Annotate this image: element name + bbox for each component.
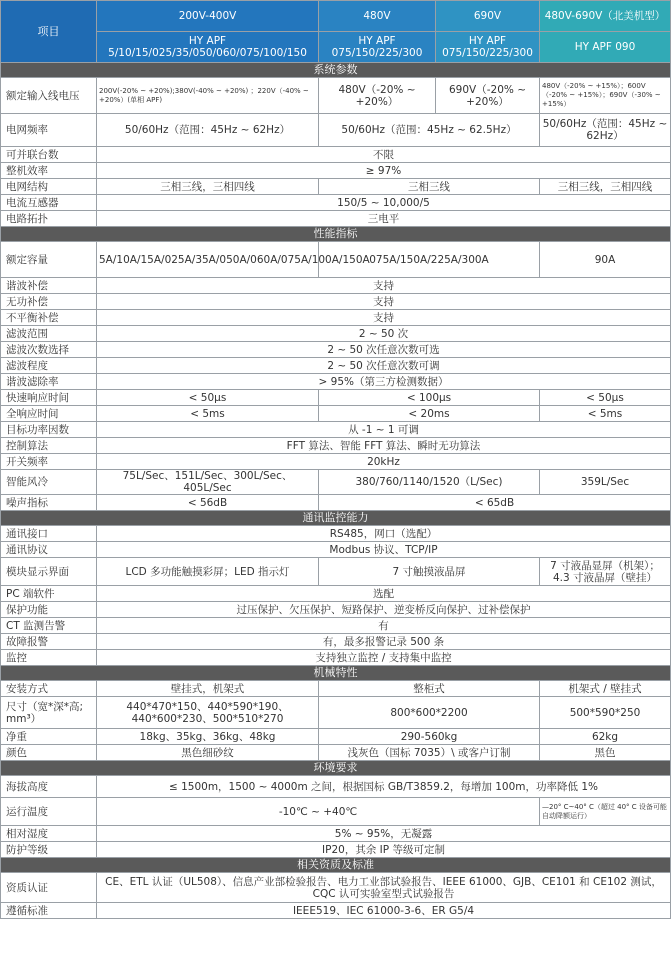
cell-value: < 5ms xyxy=(540,406,671,422)
cell-value: 200V(-20% ~ +20%);380V(-40% ~ +20%) ；220V（-40% ~ +20%）(单相 APF) xyxy=(97,78,319,114)
row-label: 防护等级 xyxy=(1,842,97,858)
cell-value: < 50μs xyxy=(97,390,319,406)
row-label: 开关频率 xyxy=(1,454,97,470)
cell-value: < 50μs xyxy=(540,390,671,406)
cell-value: 50/60Hz（范围：45Hz ~ 62Hz） xyxy=(540,114,671,147)
cell-value: 整柜式 xyxy=(319,681,540,697)
row-label: 故障报警 xyxy=(1,634,97,650)
row-label: 不平衡补偿 xyxy=(1,310,97,326)
cell-value: < 65dB xyxy=(319,495,671,511)
cell-value: 7 寸液晶显屏（机架）；4.3 寸液晶屏（壁挂） xyxy=(540,558,671,586)
cell-value: < 20ms xyxy=(319,406,540,422)
row-label: 资质认证 xyxy=(1,873,97,903)
row-label: 整机效率 xyxy=(1,163,97,179)
row-label: 海拔高度 xyxy=(1,776,97,798)
row-label: 电网结构 xyxy=(1,179,97,195)
cell-value: 壁挂式，机架式 xyxy=(97,681,319,697)
cell-value: 480V（-20% ~ +15%）；600V（-20% ~ +15%）；690V（-30% ~ +15%） xyxy=(540,78,671,114)
cell-value: 380/760/1140/1520（L/Sec) xyxy=(319,470,540,495)
cell-value: ≤ 1500m，1500 ~ 4000m 之间，根据国标 GB/T3859.2，每增加 100m，功率降低 1% xyxy=(97,776,671,798)
row-label: 尺寸（宽*深*高; mm³） xyxy=(1,697,97,729)
cell-value: ≥ 97% xyxy=(97,163,671,179)
cell-value: < 56dB xyxy=(97,495,319,511)
section-cert: 相关资质及标准 xyxy=(1,858,671,873)
row-label: 颜色 xyxy=(1,745,97,761)
cell-value: 500*590*250 xyxy=(540,697,671,729)
header-voltage-690: 690V xyxy=(436,1,540,32)
cell-value: 支持 xyxy=(97,310,671,326)
row-label: 滤波次数选择 xyxy=(1,342,97,358)
cell-value: 5A/10A/15A/025A/35A/050A/060A/075A/100A/150A xyxy=(97,242,319,278)
cell-value: 7 寸触摸液晶屏 xyxy=(319,558,540,586)
cell-value: 不限 xyxy=(97,147,671,163)
cell-value: 三相三线，三相四线 xyxy=(97,179,319,195)
cell-value: 18kg、35kg、36kg、48kg xyxy=(97,729,319,745)
cell-value: -10℃ ~ +40℃ xyxy=(97,798,540,826)
cell-value: RS485，网口（选配） xyxy=(97,526,671,542)
header-voltage-480: 480V xyxy=(319,1,436,32)
header-model-200-400: HY APF 5/10/15/025/35/050/060/075/100/150 xyxy=(97,32,319,63)
section-env: 环境要求 xyxy=(1,761,671,776)
row-label: 快速响应时间 xyxy=(1,390,97,406)
row-label: CT 监测告警 xyxy=(1,618,97,634)
row-label: 通讯接口 xyxy=(1,526,97,542)
row-label: 模块显示界面 xyxy=(1,558,97,586)
cell-value: 150/5 ~ 10,000/5 xyxy=(97,195,671,211)
row-label: 智能风冷 xyxy=(1,470,97,495)
row-label: 无功补偿 xyxy=(1,294,97,310)
row-label: 通讯协议 xyxy=(1,542,97,558)
cell-value: 800*600*2200 xyxy=(319,697,540,729)
row-label: 电路拓扑 xyxy=(1,211,97,227)
row-label: 净重 xyxy=(1,729,97,745)
row-label: 滤波范围 xyxy=(1,326,97,342)
cell-value: 5% ~ 95%，无凝露 xyxy=(97,826,671,842)
row-label: 电网频率 xyxy=(1,114,97,147)
row-label: 电流互感器 xyxy=(1,195,97,211)
row-label: 遵循标准 xyxy=(1,903,97,919)
cell-value: 机架式 / 壁挂式 xyxy=(540,681,671,697)
row-label: 谐波滤除率 xyxy=(1,374,97,390)
row-label: PC 端软件 xyxy=(1,586,97,602)
header-voltage-200-400: 200V-400V xyxy=(97,1,319,32)
cell-value: 20kHz xyxy=(97,454,671,470)
cell-value: < 100μs xyxy=(319,390,540,406)
cell-value: —20° C~40° C（超过 40° C 设备可能自动降额运行） xyxy=(540,798,671,826)
row-label: 可并联台数 xyxy=(1,147,97,163)
header-model-690: HY APF 075/150/225/300 xyxy=(436,32,540,63)
cell-value: 75L/Sec、151L/Sec、300L/Sec、405L/Sec xyxy=(97,470,319,495)
cell-value: 支持 xyxy=(97,294,671,310)
row-label: 监控 xyxy=(1,650,97,666)
row-label: 运行温度 xyxy=(1,798,97,826)
section-performance: 性能指标 xyxy=(1,227,671,242)
cell-value: 支持独立监控 / 支持集中监控 xyxy=(97,650,671,666)
row-label: 全响应时间 xyxy=(1,406,97,422)
cell-value: 480V（-20% ~ +20%） xyxy=(319,78,436,114)
cell-value: 90A xyxy=(540,242,671,278)
cell-value: Modbus 协议、TCP/IP xyxy=(97,542,671,558)
cell-value: CE、ETL 认证（UL508）、信息产业部检验报告、电力工业部试验报告、IEEE 61000、GJB、CE101 和 CE102 测试，CQC 认可实验室型式试验报告 xyxy=(97,873,671,903)
cell-value: 选配 xyxy=(97,586,671,602)
section-mech: 机械特性 xyxy=(1,666,671,681)
row-label: 噪声指标 xyxy=(1,495,97,511)
row-label: 安装方式 xyxy=(1,681,97,697)
cell-value: 2 ~ 50 次任意次数可调 xyxy=(97,358,671,374)
row-label: 控制算法 xyxy=(1,438,97,454)
header-model-north-america: HY APF 090 xyxy=(540,32,671,63)
row-label: 谐波补偿 xyxy=(1,278,97,294)
header-item: 项目 xyxy=(1,1,97,63)
section-comm: 通讯监控能力 xyxy=(1,511,671,526)
row-label: 滤波程度 xyxy=(1,358,97,374)
cell-value: 三电平 xyxy=(97,211,671,227)
header-voltage-north-america: 480V-690V（北美机型） xyxy=(540,1,671,32)
cell-value: 690V（-20% ~ +20%） xyxy=(436,78,540,114)
section-system: 系统参数 xyxy=(1,63,671,78)
cell-value: 支持 xyxy=(97,278,671,294)
header-model-480: HY APF 075/150/225/300 xyxy=(319,32,436,63)
cell-value: 50/60Hz（范围：45Hz ~ 62.5Hz） xyxy=(319,114,540,147)
row-label: 目标功率因数 xyxy=(1,422,97,438)
cell-value: 2 ~ 50 次任意次数可选 xyxy=(97,342,671,358)
cell-value: IEEE519、IEC 61000-3-6、ER G5/4 xyxy=(97,903,671,919)
cell-value: LCD 多功能触摸彩屏；LED 指示灯 xyxy=(97,558,319,586)
cell-value: 有，最多报警记录 500 条 xyxy=(97,634,671,650)
row-label: 保护功能 xyxy=(1,602,97,618)
cell-value: 有 xyxy=(97,618,671,634)
cell-value: 三相三线 xyxy=(319,179,540,195)
cell-value: 075A/150A/225A/300A xyxy=(319,242,540,278)
cell-value: 440*470*150、440*590*190、440*600*230、500*510*270 xyxy=(97,697,319,729)
cell-value: 290-560kg xyxy=(319,729,540,745)
cell-value: 从 -1 ~ 1 可调 xyxy=(97,422,671,438)
cell-value: 浅灰色（国标 7035）\ 或客户订制 xyxy=(319,745,540,761)
cell-value: 三相三线，三相四线 xyxy=(540,179,671,195)
cell-value: < 5ms xyxy=(97,406,319,422)
row-label: 额定容量 xyxy=(1,242,97,278)
cell-value: 62kg xyxy=(540,729,671,745)
cell-value: 50/60Hz（范围：45Hz ~ 62Hz） xyxy=(97,114,319,147)
cell-value: 过压保护、欠压保护、短路保护、逆变桥反向保护、过补偿保护 xyxy=(97,602,671,618)
row-label: 相对湿度 xyxy=(1,826,97,842)
cell-value: > 95%（第三方检测数据） xyxy=(97,374,671,390)
cell-value: 359L/Sec xyxy=(540,470,671,495)
cell-value: IP20，其余 IP 等级可定制 xyxy=(97,842,671,858)
row-label: 额定输入线电压 xyxy=(1,78,97,114)
cell-value: 黑色细砂纹 xyxy=(97,745,319,761)
cell-value: 2 ~ 50 次 xyxy=(97,326,671,342)
cell-value: FFT 算法、智能 FFT 算法、瞬时无功算法 xyxy=(97,438,671,454)
cell-value: 黑色 xyxy=(540,745,671,761)
